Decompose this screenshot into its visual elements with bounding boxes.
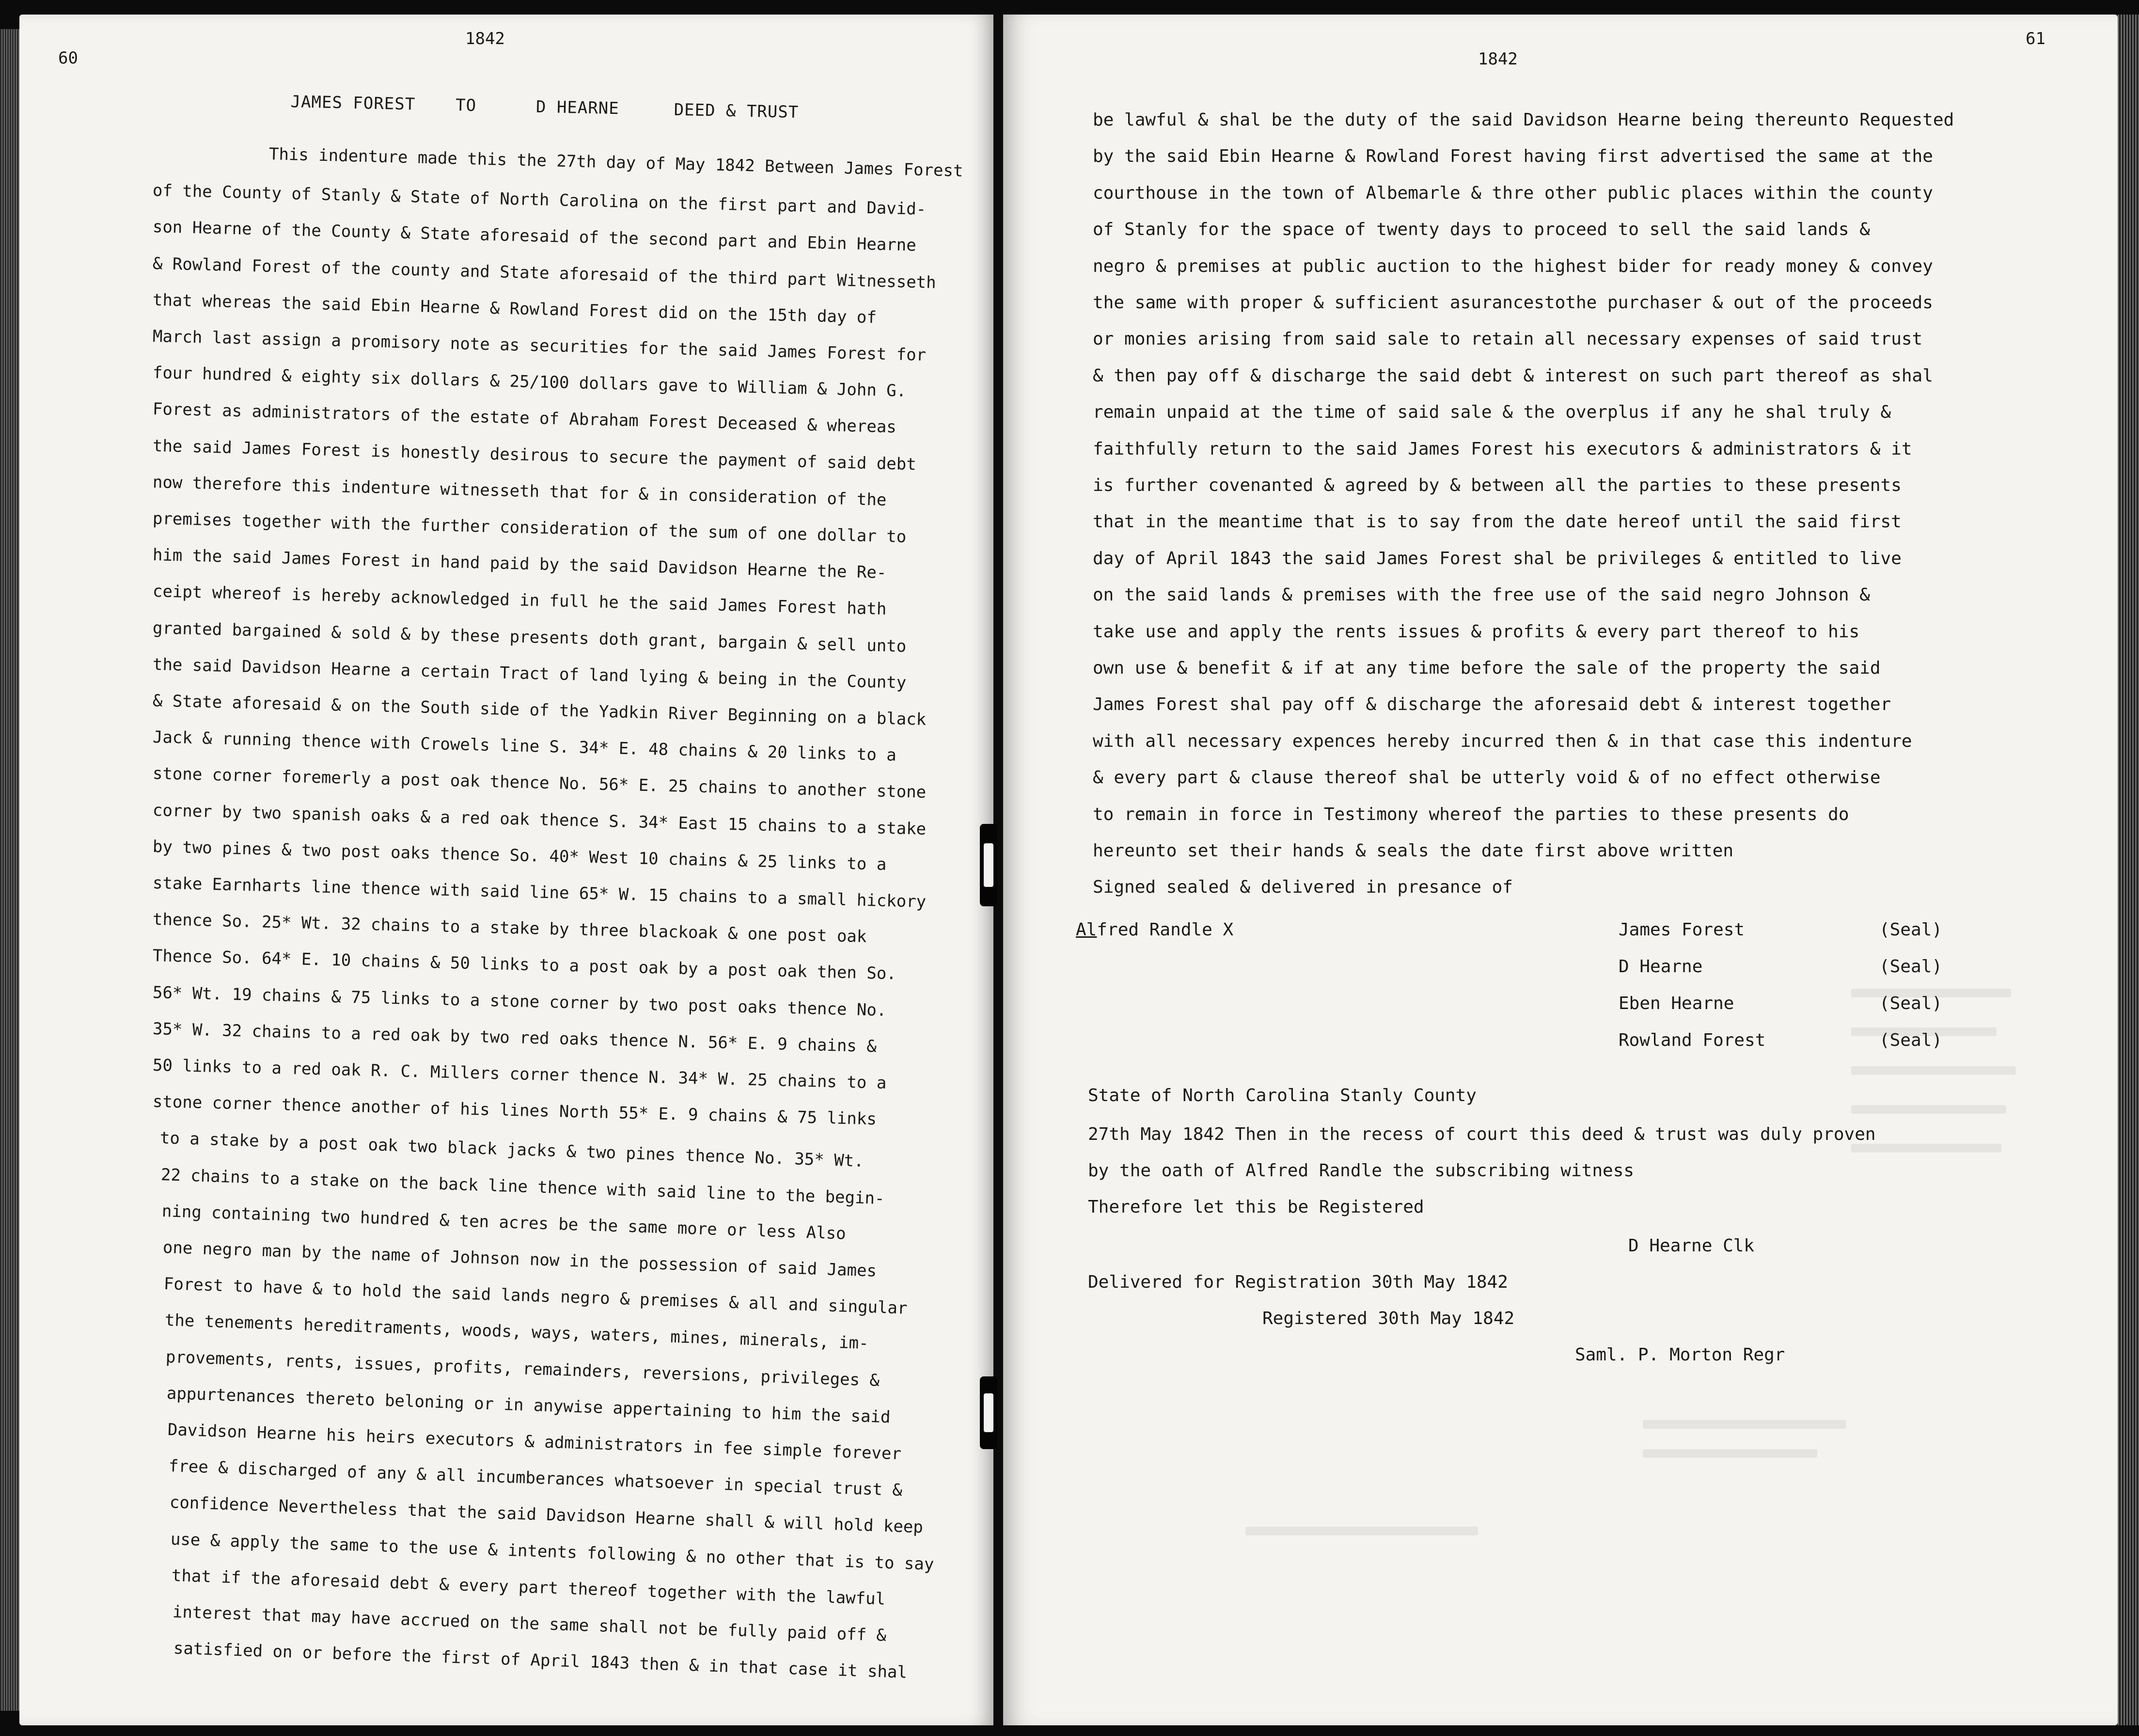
delivered-for-registration: Delivered for Registration 30th May 1842 xyxy=(1088,1272,1508,1292)
deed-text-line: to a stake by a post oak two black jacks & two pines thence No. 35* Wt. xyxy=(159,1128,865,1171)
deed-text-line: courthouse in the town of Albemarle & thre other public places within the county xyxy=(1093,183,1933,203)
signatory-seal: (Seal) xyxy=(1879,1030,1943,1050)
deed-text-line: that in the meantime that is to say from the date hereof until the said first xyxy=(1093,512,1902,532)
bleed-through-mark xyxy=(1643,1420,1846,1429)
deed-text-line: the same with proper & sufficient asurancestothe purchaser & out of the proceeds xyxy=(1093,293,1933,313)
signatory-seal: (Seal) xyxy=(1879,920,1943,940)
deed-text-line: stake Earnharts line thence with said line 65* W. 15 chains to a small hickory xyxy=(152,873,927,912)
deed-text-line: or monies arising from said sale to retain all necessary expenses of said trust xyxy=(1093,329,1923,349)
deed-text-line: Davidson Hearne his heirs executors & administrators in fee simple forever xyxy=(167,1420,902,1464)
deed-title-instrument: DEED & TRUST xyxy=(674,100,799,122)
deed-text-line: granted bargained & sold & by these presents doth grant, bargain & sell unto xyxy=(152,618,907,656)
witness-line xyxy=(1076,920,1233,940)
deed-text-line: the said James Forest is honestly desirous to secure the payment of said debt xyxy=(152,436,917,474)
signatory-name: James Forest xyxy=(1619,920,1745,940)
deed-text-line: confidence Nevertheless that the said Davidson Hearne shall & will hold keep xyxy=(169,1493,924,1537)
certificate-line: Therefore let this be Registered xyxy=(1088,1197,1424,1217)
deed-text-line: own use & benefit & if at any time before the sale of the property the said xyxy=(1093,658,1881,678)
deed-text-line: with all necessary expences hereby incurred then & in that case this indenture xyxy=(1093,731,1912,751)
bleed-through-mark xyxy=(1643,1449,1817,1458)
bleed-through-mark xyxy=(1245,1527,1478,1535)
deed-text-line: stone corner foremerly a post oak thence No. 56* E. 25 chains to another stone xyxy=(152,764,927,803)
deed-text-line: hereunto set their hands & seals the date first above written xyxy=(1093,841,1734,861)
deed-text-line: son Hearne of the County & State aforesaid of the second part and Ebin Hearne xyxy=(152,217,917,255)
bleed-through-mark xyxy=(1851,989,2011,997)
deed-text-line: & State aforesaid & on the South side of the Yadkin River Beginning on a black xyxy=(152,691,927,730)
deed-text-line: him the said James Forest in hand paid by the said Davidson Hearne the Re- xyxy=(152,545,887,583)
deed-text-line: Forest as administrators of the estate of Abraham Forest Deceased & whereas xyxy=(152,399,897,437)
deed-text-line: by the said Ebin Hearne & Rowland Forest having first advertised the same at the xyxy=(1093,146,1933,167)
deed-text-line: one negro man by the name of Johnson now in the possession of said James xyxy=(162,1238,877,1281)
certificate-line: State of North Carolina Stanly County xyxy=(1088,1086,1477,1105)
register-signature: Saml. P. Morton Regr xyxy=(1575,1345,1785,1365)
registered-date: Registered 30th May 1842 xyxy=(1262,1309,1515,1328)
bleed-through-mark xyxy=(1851,1066,2016,1075)
bleed-through-mark xyxy=(1851,1105,2006,1114)
deed-text-line: negro & premises at public auction to the highest bider for ready money & convey xyxy=(1093,256,1933,276)
deed-text-line: & then pay off & discharge the said debt & interest on such part thereof as shal xyxy=(1093,365,1933,386)
deed-text-line: the tenements hereditraments, woods, ways, waters, mines, minerals, im- xyxy=(164,1310,869,1354)
deed-text-line: stone corner thence another of his lines North 55* E. 9 chains & 75 links xyxy=(152,1092,877,1129)
deed-text-line: ning containing two hundred & ten acres be the same more or less Also xyxy=(161,1201,847,1244)
deed-title-connector: TO xyxy=(455,95,477,116)
deed-text-line: 35* W. 32 chains to a red oak by two red oaks thence N. 56* E. 9 chains & xyxy=(152,1019,877,1057)
right-page-edge xyxy=(2118,15,2139,1725)
signatory-name: D Hearne xyxy=(1619,957,1703,977)
deed-text-line: free & discharged of any & all incumberances whatsoever in special trust & xyxy=(168,1456,903,1500)
deed-text-line: Jack & running thence with Crowels line S. 34* E. 48 chains & 20 links to a xyxy=(152,727,897,765)
deed-text-line: satisfied on or before the first of April 1843 then & in that case it shal xyxy=(173,1639,908,1683)
deed-text-line: on the said lands & premises with the free use of the said negro Johnson & xyxy=(1093,585,1870,605)
right-page-body xyxy=(1003,15,2118,1725)
deed-text-line: now therefore this indenture witnesseth that for & in consideration of the xyxy=(152,472,887,510)
bleed-through-mark xyxy=(1851,1027,1997,1036)
deed-text-line: 50 links to a red oak R. C. Millers corner thence N. 34* W. 25 chains to a xyxy=(152,1056,887,1093)
left-page-year: 1842 xyxy=(465,29,505,48)
deed-text-line: four hundred & eighty six dollars & 25/100 dollars gave to William & John G. xyxy=(152,363,907,401)
certificate-line: 27th May 1842 Then in the recess of court this deed & trust was duly proven xyxy=(1088,1124,1876,1144)
deed-text-line: use & apply the same to the use & intents following & no other that is to say xyxy=(170,1529,934,1574)
deed-text-line: premises together with the further consideration of the sum of one dollar to xyxy=(152,509,907,547)
deed-text-line: Forest to have & to hold the said lands negro & premises & all and singular xyxy=(163,1274,908,1319)
signatory-seal: (Seal) xyxy=(1879,957,1943,977)
deed-title-grantor: JAMES FOREST xyxy=(290,92,416,114)
deed-text-line: provements, rents, issues, profits, remainders, reversions, privileges & xyxy=(165,1347,880,1390)
deed-text-line: Signed sealed & delivered in presance of xyxy=(1093,877,1513,898)
left-page xyxy=(19,15,993,1725)
right-page-number: 61 xyxy=(2026,29,2045,48)
right-page-year: 1842 xyxy=(1478,49,1518,69)
deed-text-line: be lawful & shal be the duty of the said Davidson Hearne being thereunto Requested xyxy=(1093,110,1954,130)
signatory-name: Rowland Forest xyxy=(1619,1030,1766,1050)
deed-text-line: 22 chains to a stake on the back line thence with said line to the begin- xyxy=(160,1165,885,1209)
left-page-number: 60 xyxy=(58,48,78,68)
deed-text-line: remain unpaid at the time of said sale & the overplus if any he shal truly & xyxy=(1093,402,1891,423)
binding-clip-lower-slot xyxy=(984,1393,993,1432)
deed-text-line: of the County of Stanly & State of North Carolina on the first part and David- xyxy=(152,181,927,220)
deed-text-line: is further covenanted & agreed by & between all the parties to these presents xyxy=(1093,475,1902,495)
deed-text-line: thence So. 25* Wt. 32 chains to a stake by three blackoak & one post oak xyxy=(152,910,867,947)
signatory-seal: (Seal) xyxy=(1879,994,1943,1013)
binding-clip-lower xyxy=(980,1376,997,1449)
deed-text-line: James Forest shal pay off & discharge the aforesaid debt & interest together xyxy=(1093,694,1891,715)
left-page-edge xyxy=(0,29,21,1711)
signatory-name: Eben Hearne xyxy=(1619,994,1734,1013)
deed-text-line: & Rowland Forest of the county and State aforesaid of the third part Witnesseth xyxy=(152,253,937,293)
deed-text-line: 56* Wt. 19 chains & 75 links to a stone corner by two post oaks thence No. xyxy=(152,982,887,1020)
right-page xyxy=(1003,15,2118,1725)
deed-text-line: that if the aforesaid debt & every part thereof together with the lawful xyxy=(171,1565,886,1609)
deed-text-line: take use and apply the rents issues & profits & every part thereof to his xyxy=(1093,621,1860,642)
deed-text-line: faithfully return to the said James Forest his executors & administrators & it xyxy=(1093,439,1912,459)
left-page-body xyxy=(19,15,993,1725)
deed-text-line: appurtenances thereto beloning or in anywise appertaining to him the said xyxy=(166,1383,891,1427)
deed-text-line: of Stanly for the space of twenty days to proceed to sell the said lands & xyxy=(1093,220,1870,240)
bleed-through-mark xyxy=(1851,1144,2001,1152)
witness-name-underlined: Al xyxy=(1076,920,1097,940)
deed-text-line: the said Davidson Hearne a certain Tract of land lying & being in the County xyxy=(152,654,907,693)
deed-text-line: to remain in force in Testimony whereof the parties to these presents do xyxy=(1093,804,1849,824)
deed-text-line: Thence So. 64* E. 10 chains & 50 links to a post oak by a post oak then So. xyxy=(152,946,897,984)
witness-name-rest: fred Randle X xyxy=(1097,920,1234,940)
deed-text-line: March last assign a promisory note as securities for the said James Forest for xyxy=(152,327,927,365)
deed-text-line: corner by two spanish oaks & a red oak thence S. 34* East 15 chains to a stake xyxy=(152,800,927,839)
clerk-signature: D Hearne Clk xyxy=(1628,1236,1755,1256)
deed-text-line: & every part & clause thereof shal be utterly void & of no effect otherwise xyxy=(1093,768,1881,788)
binding-clip-upper-slot xyxy=(984,843,993,887)
deed-text-line: ceipt whereof is hereby acknowledged in full he the said James Forest hath xyxy=(152,582,887,619)
deed-text-line: by two pines & two post oaks thence So. 40* West 10 chains & 25 links to a xyxy=(152,836,887,874)
deed-text-line: that whereas the said Ebin Hearne & Rowland Forest did on the 15th day of xyxy=(152,290,877,328)
certificate-line: by the oath of Alfred Randle the subscribing witness xyxy=(1088,1161,1635,1181)
binding-clip-upper xyxy=(980,824,997,906)
deed-text-line: day of April 1843 the said James Forest shal be privileges & entitled to live xyxy=(1093,548,1902,568)
deed-text-line: This indenture made this the 27th day of May 1842 Between James Forest xyxy=(268,144,963,181)
deed-text-line: interest that may have accrued on the same shall not be fully paid off & xyxy=(172,1602,887,1645)
deed-title-grantee: D HEARNE xyxy=(535,97,620,119)
